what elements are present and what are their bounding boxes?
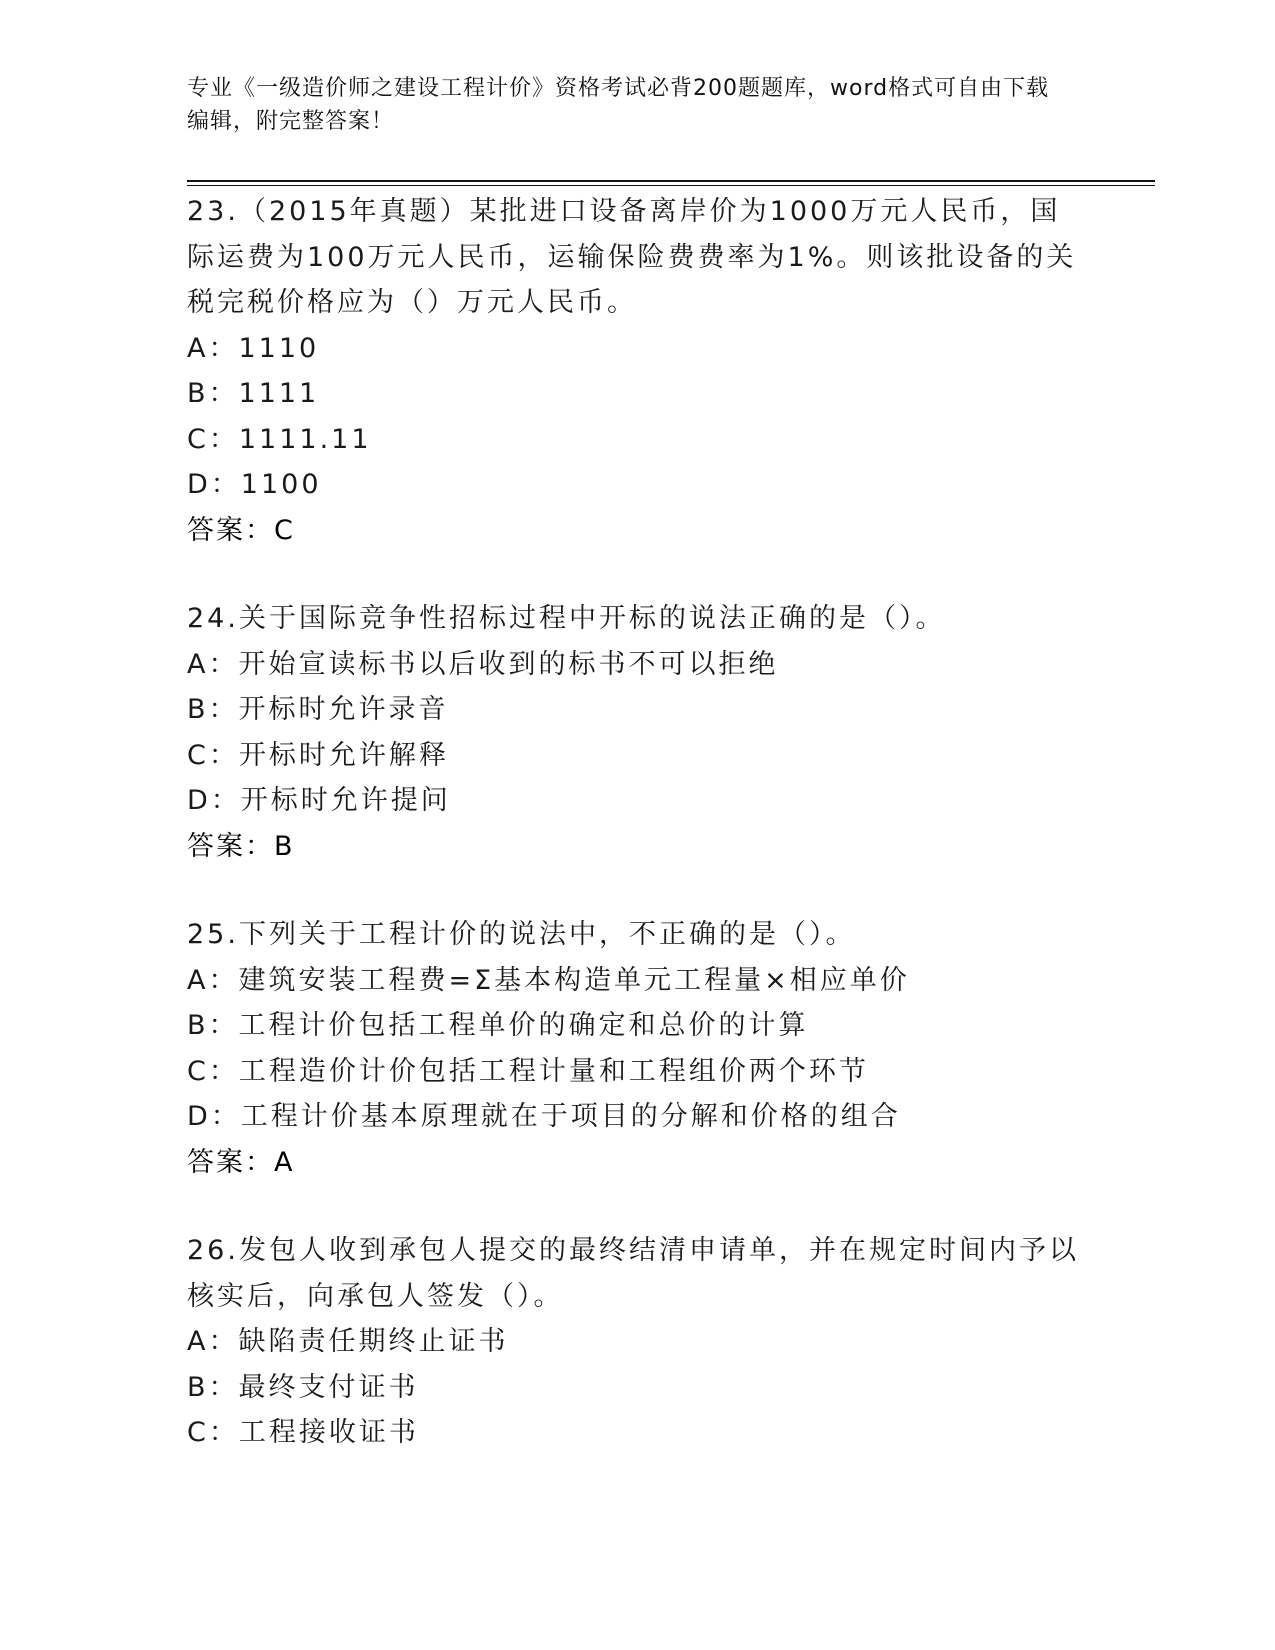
option-b: B：1111 xyxy=(187,378,320,409)
option-c: C：工程接收证书 xyxy=(187,1417,419,1448)
option-a: A：建筑安装工程费=Σ基本构造单元工程量×相应单价 xyxy=(187,964,910,996)
answer-label: 答案：B xyxy=(187,830,295,862)
question-stem: 26.发包人收到承包人提交的最终结清申请单，并在规定时间内予以核实后，向承包人签发（）。 xyxy=(187,1235,1079,1312)
option-d: D：工程计价基本原理就在于项目的分解和价格的组合 xyxy=(187,1101,901,1132)
question-26 xyxy=(187,1228,1087,1456)
question-23 xyxy=(187,189,1087,553)
option-d: D：开标时允许提问 xyxy=(187,785,451,816)
question-24 xyxy=(187,596,1087,869)
question-stem: 23.（2015年真题）某批进口设备离岸价为1000万元人民币，国际运费为100万元人民币，运输保险费费率为1%。则该批设备的关税完税价格应为（）万元人民币。 xyxy=(187,196,1077,318)
option-d: D：1100 xyxy=(187,469,322,500)
option-a: A：缺陷责任期终止证书 xyxy=(187,1326,509,1357)
question-list xyxy=(187,189,1087,1499)
answer-label: 答案：C xyxy=(187,514,295,546)
option-a: A：开始宣读标书以后收到的标书不可以拒绝 xyxy=(187,648,779,680)
header-divider-thin xyxy=(187,185,1155,186)
option-c: C：1111.11 xyxy=(187,423,372,455)
document-header: 专业《一级造价师之建设工程计价》资格考试必背200题题库，word格式可自由下载编辑，附完整答案！ xyxy=(187,76,1050,134)
question-stem: 25.下列关于工程计价的说法中，不正确的是（）。 xyxy=(187,919,856,950)
option-a: A：1110 xyxy=(187,332,320,364)
option-c: C：开标时允许解释 xyxy=(187,739,449,771)
option-b: B：最终支付证书 xyxy=(187,1371,419,1403)
question-25 xyxy=(187,912,1087,1185)
option-c: C：工程造价计价包括工程计量和工程组价两个环节 xyxy=(187,1055,869,1087)
answer-label: 答案：A xyxy=(187,1146,295,1178)
header-divider-thick xyxy=(187,180,1155,182)
option-b: B：工程计价包括工程单价的确定和总价的计算 xyxy=(187,1010,809,1041)
question-stem: 24.关于国际竞争性招标过程中开标的说法正确的是（）。 xyxy=(187,603,946,634)
option-b: B：开标时允许录音 xyxy=(187,694,449,725)
